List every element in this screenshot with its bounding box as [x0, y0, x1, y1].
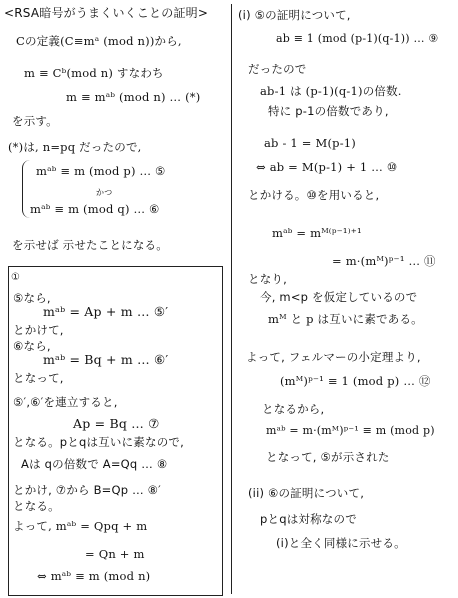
box-line-14: = Qn + m: [85, 547, 145, 561]
proof-title: <RSA暗号がうまくいくことの証明>: [4, 6, 209, 20]
eq-11: = m·(mᴹ)ᵖ⁻¹ … ⑪: [332, 254, 436, 268]
line-show: を示す。: [12, 114, 58, 128]
right-line-17: mᵃᵇ = m·(mᴹ)ᵖ⁻¹ ≡ m (mod p): [266, 424, 435, 437]
right-line-21: (i)と全く同様に示せる。: [276, 536, 406, 550]
right-line-9: mᵃᵇ = mᴹ⁽ᵖ⁻¹⁾⁺¹: [272, 226, 362, 240]
eq-9: ab ≡ 1 (mod (p-1)(q-1)) … ⑨: [276, 32, 439, 45]
right-line-3: だったので: [248, 62, 307, 76]
box-line-13: よって, mᵃᵇ = Qpq + m: [13, 519, 148, 533]
part-i-heading: (i) ⑤の証明について,: [238, 8, 351, 22]
line-star: m ≡ mᵃᵇ (mod n) … (*): [66, 90, 201, 104]
line-suffices: を示せば 示せたことになる。: [12, 238, 168, 252]
eq-6: mᵃᵇ ≡ m (mod q) … ⑥: [30, 202, 160, 216]
line-definition: Cの定義(C≡mᵃ (mod n))から,: [16, 34, 182, 48]
line-star-is: (*)は, n=pq だったので,: [8, 140, 142, 154]
box-number: ①: [11, 272, 21, 283]
and-label: かつ: [96, 188, 113, 197]
eq-7: Ap = Bq … ⑦: [73, 416, 160, 431]
box-line-15: ⇔ mᵃᵇ ≡ m (mod n): [37, 569, 151, 583]
right-line-14: よって, フェルマーの小定理より,: [246, 350, 421, 364]
right-line-4: ab-1 は (p-1)(q-1)の倍数.: [260, 84, 402, 98]
eq-12: (mᴹ)ᵖ⁻¹ ≡ 1 (mod p) … ⑫: [280, 374, 431, 388]
box-line-3: とかけて,: [13, 323, 64, 337]
right-line-20: pとqは対称なので: [260, 512, 357, 526]
eq-6-prime: mᵃᵇ = Bq + m … ⑥′: [43, 352, 169, 367]
eq-8-prime: とかけ, ⑦から B=Qp … ⑧′: [13, 483, 161, 497]
box-line-4: ⑥なら,: [13, 339, 51, 353]
eq-10: ⇔ ab = M(p-1) + 1 … ⑩: [256, 160, 398, 174]
box-line-9: となる。pとqは互いに素なので,: [13, 435, 184, 449]
right-line-8: とかける。⑩を用いると,: [248, 188, 380, 202]
right-line-13: mᴹ と p は互いに素である。: [268, 312, 423, 326]
right-line-11: となり,: [248, 272, 287, 286]
note-box: [8, 266, 223, 596]
right-line-12: 今, m<p を仮定しているので: [260, 290, 418, 304]
box-line-6: となって,: [13, 371, 64, 385]
line-m-congruence: m ≡ Cᵇ(mod n) すなわち: [24, 66, 164, 80]
eq-5-prime: mᵃᵇ = Ap + m … ⑤′: [43, 304, 169, 319]
column-divider: [231, 4, 232, 594]
right-line-18: となって, ⑤が示された: [266, 450, 390, 464]
eq-5: mᵃᵇ ≡ m (mod p) … ⑤: [36, 164, 166, 178]
box-line-1: ⑤なら,: [13, 291, 51, 305]
right-line-16: となるから,: [262, 402, 325, 416]
right-line-6: ab - 1 = M(p-1): [264, 136, 356, 150]
box-line-7: ⑤′,⑥′を連立すると,: [13, 395, 118, 409]
part-ii-heading: (ii) ⑥の証明について,: [248, 486, 365, 500]
box-line-12: となる。: [13, 499, 60, 513]
right-line-5: 特に p-1の倍数であり,: [268, 104, 389, 118]
eq-8: Aは qの倍数で A=Qq … ⑧: [21, 457, 168, 471]
